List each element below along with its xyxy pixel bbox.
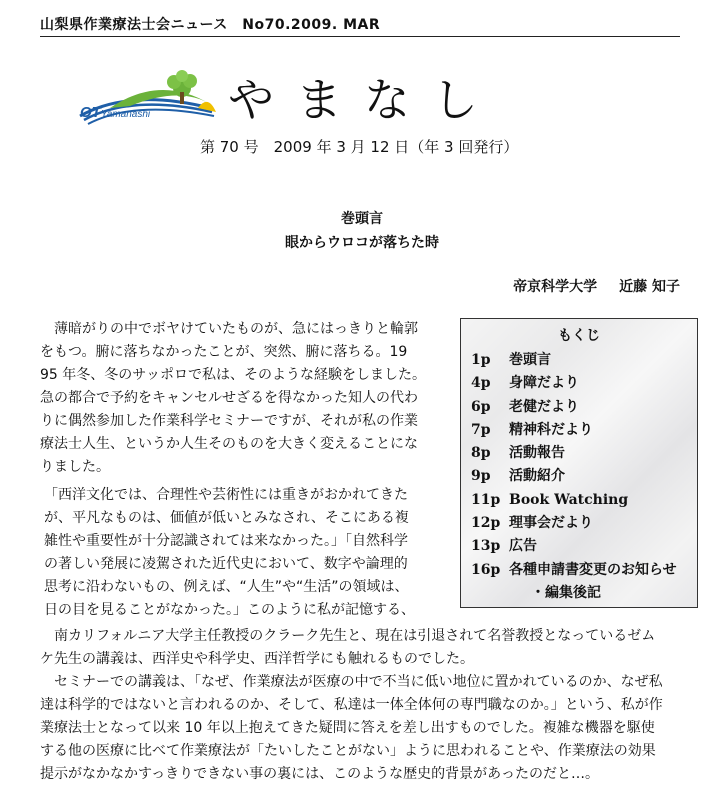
toc-entry-title: 身障だより xyxy=(509,375,579,392)
text-line: 雑性や重要性が十分認識されては来なかった。」「自然科学 xyxy=(44,533,408,549)
text-line: 日の目を見ることがなかった。」このように私が記憶する、 xyxy=(44,602,415,618)
author-name: 近藤 知子 xyxy=(619,279,680,295)
text-line: ケ先生の講義は、西洋史や科学史、西洋哲学にも触れるものでした。 xyxy=(40,651,474,667)
logo-text xyxy=(80,104,150,122)
text-line: が、平凡なものは、価値が低いとみなされ、そこにある複 xyxy=(44,510,409,526)
text-line: りに偶然参加した作業科学セミナーですが、それが私の作業 xyxy=(40,413,418,429)
toc-item xyxy=(461,535,697,558)
toc-item xyxy=(461,349,697,372)
toc-entry-title: Book Watching xyxy=(509,491,629,508)
masthead-title: やまなし xyxy=(228,73,500,127)
text-line: セミナーでの講義は、「なぜ、作業療法が医療の中で不当に低い地位に置かれているのか、なぜ私 xyxy=(40,674,663,690)
toc-entry-title: 各種申請書変更のお知らせ xyxy=(509,561,677,578)
toc-item xyxy=(461,372,697,395)
toc-page: 4p xyxy=(471,375,491,392)
toc-page: 8p xyxy=(471,445,491,462)
toc-page: 11p xyxy=(471,491,501,508)
text-line: 業療法士となって以来 10 年以上抱えてきた疑問に答えを差し出すものでした。複雑な機器を駆使 xyxy=(40,720,655,736)
toc-page: 1p xyxy=(471,352,491,368)
toc-item xyxy=(461,489,697,512)
toc-page: 9p xyxy=(471,468,491,485)
toc-entry-title: 巻頭言 xyxy=(509,352,551,368)
author-affiliation: 帝京科学大学 xyxy=(513,279,598,295)
author-byline xyxy=(513,276,680,296)
toc-page: 6p xyxy=(471,398,491,415)
toc-page: 7p xyxy=(471,421,491,438)
text-line: 思考に沿わないもの、例えば、“人生”や“生活”の領域は、 xyxy=(44,579,409,595)
toc-item xyxy=(461,465,697,488)
toc-title: もくじ xyxy=(558,328,600,344)
text-line: の著しい発展に凌駕された近代史において、数字や論理的 xyxy=(44,556,408,572)
logo-ot: OT xyxy=(80,104,101,121)
article-title: 眼からウロコが落ちた時 xyxy=(285,235,439,251)
text-line: 急の都合で予約をキャンセルせざるを得なかった知人の代わ xyxy=(40,390,418,406)
toc-item xyxy=(461,396,697,419)
toc-entry-title: 活動報告 xyxy=(509,445,565,462)
article-paragraph-3 xyxy=(40,625,663,786)
article-label: 巻頭言 xyxy=(341,211,383,227)
toc-entry-title: 老健だより xyxy=(509,398,579,415)
toc-sub-item: ・編集後記 xyxy=(531,584,601,601)
toc-item xyxy=(461,442,697,465)
toc-entry-title: 理事会だより xyxy=(509,515,593,532)
text-line: 達は科学的ではないと言われるのか、そして、私達は一体全体何の専門職なのか。」という、私が作 xyxy=(40,697,663,713)
text-line: りました。 xyxy=(40,459,110,475)
toc-entry-title: 活動紹介 xyxy=(509,468,565,485)
toc-item xyxy=(461,512,697,535)
toc-item xyxy=(461,559,697,582)
text-line: 提示がなかなかすっきりできない事の裏には、このような歴史的背景があったのだと…。 xyxy=(40,766,600,782)
text-line: 「西洋文化では、合理性や芸術性には重きがおかれてきた xyxy=(44,487,408,503)
logo-yamanashi: Yamanashi xyxy=(100,109,151,120)
toc-entry-title: 精神科だより xyxy=(509,421,593,438)
toc-item xyxy=(461,419,697,442)
text-line: する他の医療に比べて作業療法が「たいしたことがない」ように思われることや、作業療法の効果 xyxy=(40,743,656,759)
toc-page: 12p xyxy=(471,515,501,532)
text-line: 95 年冬、冬のサッポロで私は、そのような経験をしました。 xyxy=(40,367,426,383)
text-line: 南カリフォルニア大学主任教授のクラーク先生と、現在は引退されて名誉教授となっているゼム xyxy=(40,628,656,644)
toc-entry-title: 広告 xyxy=(509,538,537,555)
toc-page: 16p xyxy=(471,561,501,578)
text-line: 療法士人生、というか人生そのものを大きく変えることにな xyxy=(40,436,418,452)
article-paragraph-1 xyxy=(40,318,426,479)
text-line: 薄暗がりの中でボヤけていたものが、急にはっきりと輪郭 xyxy=(40,321,418,337)
article-paragraph-2 xyxy=(44,484,415,622)
text-line: をもつ。腑に落ちなかったことが、突然、腑に落ちる。19 xyxy=(40,344,408,360)
issue-info: 第 70 号 2009 年 3 月 12 日（年 3 回発行） xyxy=(200,138,519,156)
newsletter-header: 山梨県作業療法士会ニュース No70.2009. MAR xyxy=(40,14,680,37)
toc-page: 13p xyxy=(471,538,501,555)
table-of-contents xyxy=(460,318,698,608)
